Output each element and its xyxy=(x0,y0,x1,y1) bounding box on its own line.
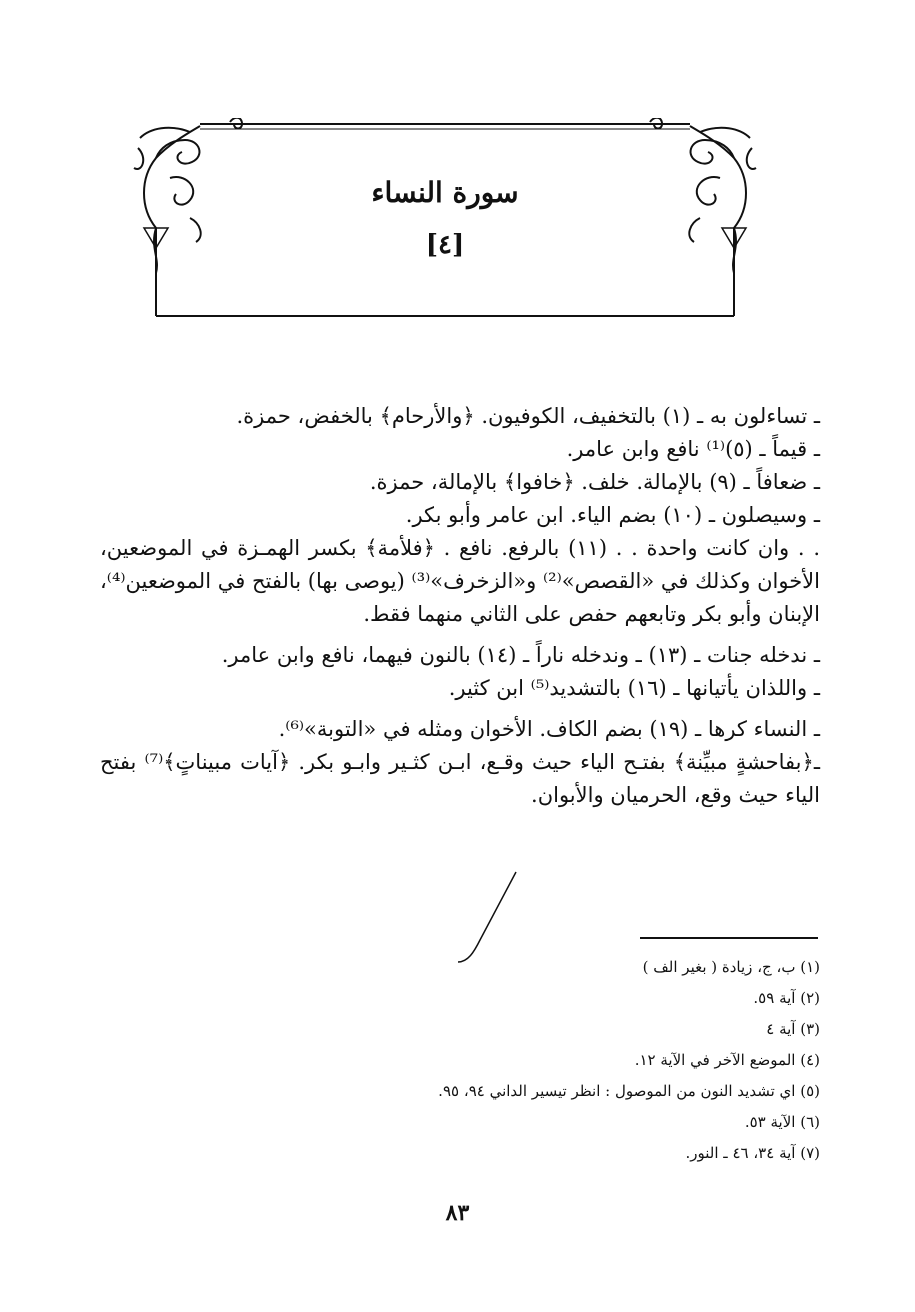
footnote: (٦) الآية ٥٣. xyxy=(744,1113,820,1131)
surah-title: سورة النساء xyxy=(371,176,519,209)
text-line: ـ ندخله جنات ـ (١٣) ـ وندخله ناراً ـ (١٤) بالنون فيهما، نافع وابن عامر. xyxy=(221,643,820,667)
ornamental-header-frame xyxy=(130,118,760,318)
footnote-separator xyxy=(640,937,818,939)
footnote: (٣) آية ٤ xyxy=(766,1020,820,1038)
text-line: ـ ضعافاً ـ (٩) بالإمالة. خلف. ﴿خافوا﴾ بالإمالة، حمزة. xyxy=(369,470,820,494)
ornament-border-icon xyxy=(130,118,760,318)
footnote: (٥) اي تشديد النون من الموصول : انظر تيسير الداني ٩٤، ٩٥. xyxy=(438,1082,820,1100)
commentary-body xyxy=(100,400,820,812)
footnotes xyxy=(100,952,820,1169)
text-line: ـ واللذان يأتيانها ـ (١٦) بالتشديد⁽⁵⁾ ابن كثير. xyxy=(448,676,820,700)
surah-number: [٤] xyxy=(425,230,465,260)
footnote: (٤) الموضع الآخر في الآية ١٢. xyxy=(634,1051,820,1069)
text-paragraph: ـ﴿بفاحشةٍ مبيِّنة﴾ بفتـح الياء حيث وقـع، ابـن كثـير وابـو بكر. ﴿آيات مبيناتٍ﴾⁽⁷⁾ بفتح الياء حيث وقع، الحرميان والأبوان. xyxy=(100,750,820,807)
text-line: ـ وسيصلون ـ (١٠) بضم الياء. ابن عامر وأبو بكر. xyxy=(405,503,820,527)
text-line: ـ النساء كرها ـ (١٩) بضم الكاف. الأخوان ومثله في «التوبة»⁽⁶⁾. xyxy=(278,717,820,741)
text-paragraph: . . وان كانت واحدة . . (١١) بالرفع. نافع . ﴿فلأمة﴾ بكسر الهمـزة في الموضعين، الأخوان وكذلك في «القصص»⁽²⁾ و«الزخرف»⁽³⁾ (يوصى بها) بالفتح في الموضعين⁽⁴⁾، الإبنان وأبو بكر وتابعهم حفص على الثاني منهما فقط. xyxy=(100,536,820,626)
footnote: (١) ب، ج، زيادة ( بغير الف ) xyxy=(642,958,820,976)
page-number: ٨٣ xyxy=(445,1200,470,1226)
text-line: ـ قيماً ـ (٥)⁽¹⁾ نافع وابن عامر. xyxy=(566,437,820,461)
text-line: ـ تساءلون به ـ (١) بالتخفيف، الكوفيون. ﴿والأرحام﴾ بالخفض، حمزة. xyxy=(236,404,820,428)
footnote: (٧) آية ٣٤، ٤٦ ـ النور. xyxy=(685,1144,820,1162)
footnote: (٢) آية ٥٩. xyxy=(753,989,820,1007)
